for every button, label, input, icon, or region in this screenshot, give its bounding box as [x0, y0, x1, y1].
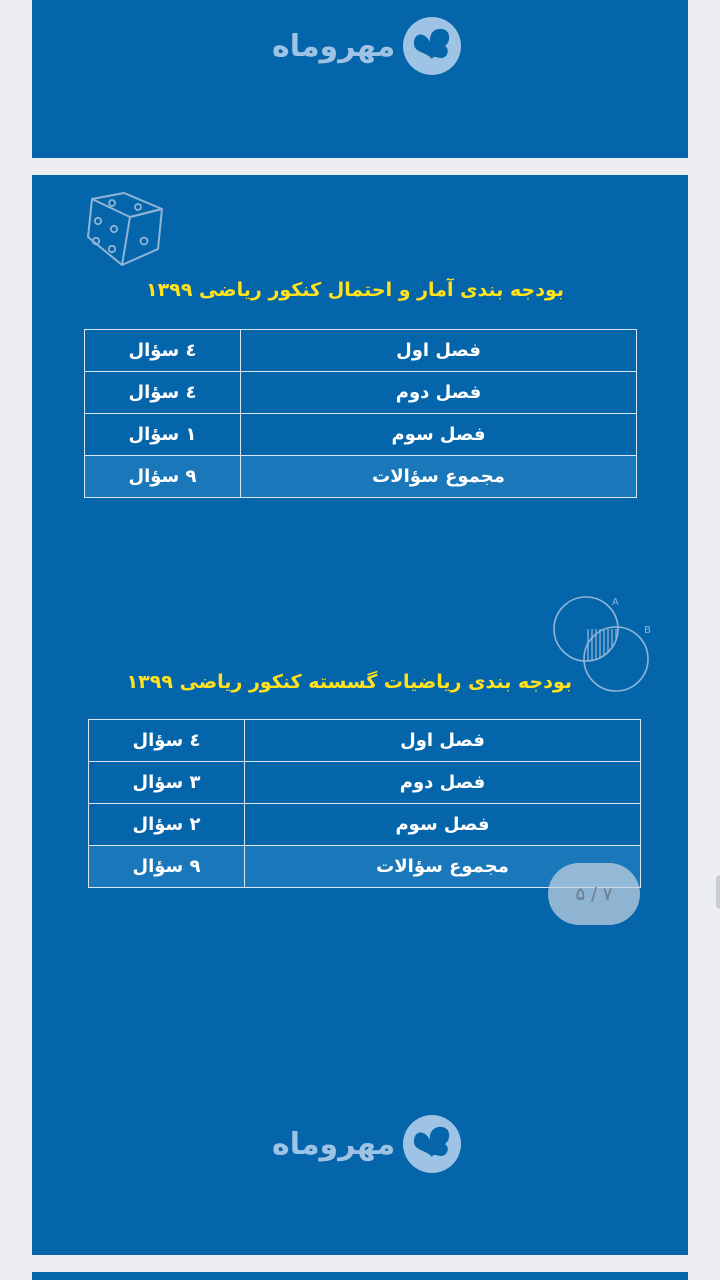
section-title-discrete-math: بودجه بندی ریاضیات گسسته کنکور ریاضی ۱۳۹۹ [126, 671, 572, 693]
question-count-cell: ۲ سؤال [89, 804, 245, 846]
chapter-cell: فصل اول [241, 330, 637, 372]
current-page [32, 175, 688, 1255]
brand-logo [272, 15, 463, 77]
budget-table-statistics [84, 329, 637, 498]
butterfly-icon [401, 1113, 463, 1175]
question-count-cell: ٤ سؤال [85, 372, 241, 414]
budget-table-discrete-math [88, 719, 641, 888]
table-row [89, 720, 641, 762]
chapter-cell: فصل اول [245, 720, 641, 762]
table-row [85, 330, 637, 372]
total-count-cell: ۹ سؤال [89, 846, 245, 888]
brand-name: مهروماه [272, 28, 396, 64]
previous-page [32, 0, 688, 158]
total-label-cell: مجموع سؤالات [241, 456, 637, 498]
venn-label-a: A [612, 597, 619, 608]
butterfly-icon [401, 15, 463, 77]
table-row [85, 414, 637, 456]
table-row [89, 804, 641, 846]
next-page [32, 1272, 688, 1280]
brand-name: مهروماه [272, 1126, 396, 1162]
chapter-cell: فصل دوم [241, 372, 637, 414]
chapter-cell: فصل دوم [245, 762, 641, 804]
total-count-cell: ۹ سؤال [85, 456, 241, 498]
table-total-row [85, 456, 637, 498]
chapter-cell: فصل سوم [245, 804, 641, 846]
table-row [85, 372, 637, 414]
section-title-statistics: بودجه بندی آمار و احتمال کنکور ریاضی ۱۳۹۹ [146, 279, 564, 301]
dice-icon [82, 189, 170, 271]
venn-label-b: B [644, 625, 651, 636]
page-indicator[interactable]: ۵ / ۷ [548, 863, 640, 925]
question-count-cell: ۱ سؤال [85, 414, 241, 456]
brand-logo [272, 1113, 463, 1175]
scroll-edge-handle[interactable] [716, 875, 720, 909]
chapter-cell: فصل سوم [241, 414, 637, 456]
question-count-cell: ٤ سؤال [85, 330, 241, 372]
total-label-cell: مجموع سؤالات [245, 846, 641, 888]
question-count-cell: ۳ سؤال [89, 762, 245, 804]
question-count-cell: ٤ سؤال [89, 720, 245, 762]
table-row [89, 762, 641, 804]
